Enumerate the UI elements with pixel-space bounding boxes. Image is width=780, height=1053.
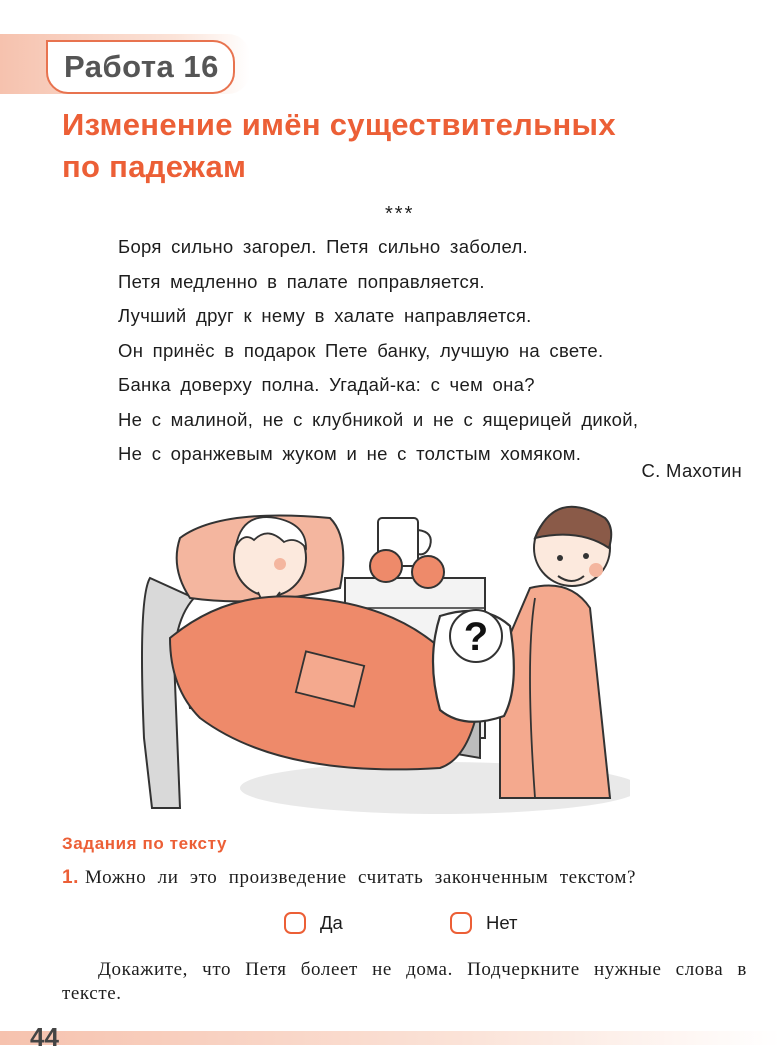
option-no-label: Нет [486,912,518,933]
poem-line: Банка доверху полна. Угадай-ка: с чем она? [118,374,535,395]
jar [433,610,514,722]
jar-question-mark: ? [463,615,489,659]
poem-line: Боря сильно загорел. Петя сильно заболел. [118,236,528,257]
poem-stars: *** [385,203,415,225]
poem-line: Не с малиной, не с клубникой и не с ящерицей дикой, [118,408,639,430]
title-line-2: по падежам [62,149,247,184]
poem-author: С. Махотин [641,460,742,481]
question-1 [62,866,747,890]
option-yes-label: Да [320,912,343,933]
page-number: 44 [30,1022,59,1052]
option-yes[interactable] [284,912,343,934]
poem-line: Он принёс в подарок Пете банку, лучшую на свете. [118,339,604,361]
checkbox-no[interactable] [450,912,472,934]
poem-line: Не с оранжевым жуком и не с толстым хомяком. [118,443,582,464]
apple [412,556,444,588]
question-1-text: Можно ли это произведение считать законченным текстом? [85,867,637,888]
friend-boy [500,507,611,798]
work-number-label: Работа 16 [46,40,235,94]
poem-text [118,230,738,472]
page-title [62,104,702,188]
question-1-number: 1. [62,867,80,888]
hospital-illustration [140,488,630,828]
footer-band [0,1031,780,1045]
option-no[interactable] [450,912,518,934]
question-2: Докажите, что Петя болеет не дома. Подчеркните нужные слова в тексте. [62,959,747,1004]
poem-line: Лучший друг к нему в халате направляется. [118,305,532,326]
tasks-heading: Задания по тексту [62,834,228,853]
poem-line: Петя медленно в палате поправляется. [118,270,485,292]
apple [370,550,402,582]
checkbox-yes[interactable] [284,912,306,934]
title-line-1: Изменение имён существительных [62,107,616,142]
